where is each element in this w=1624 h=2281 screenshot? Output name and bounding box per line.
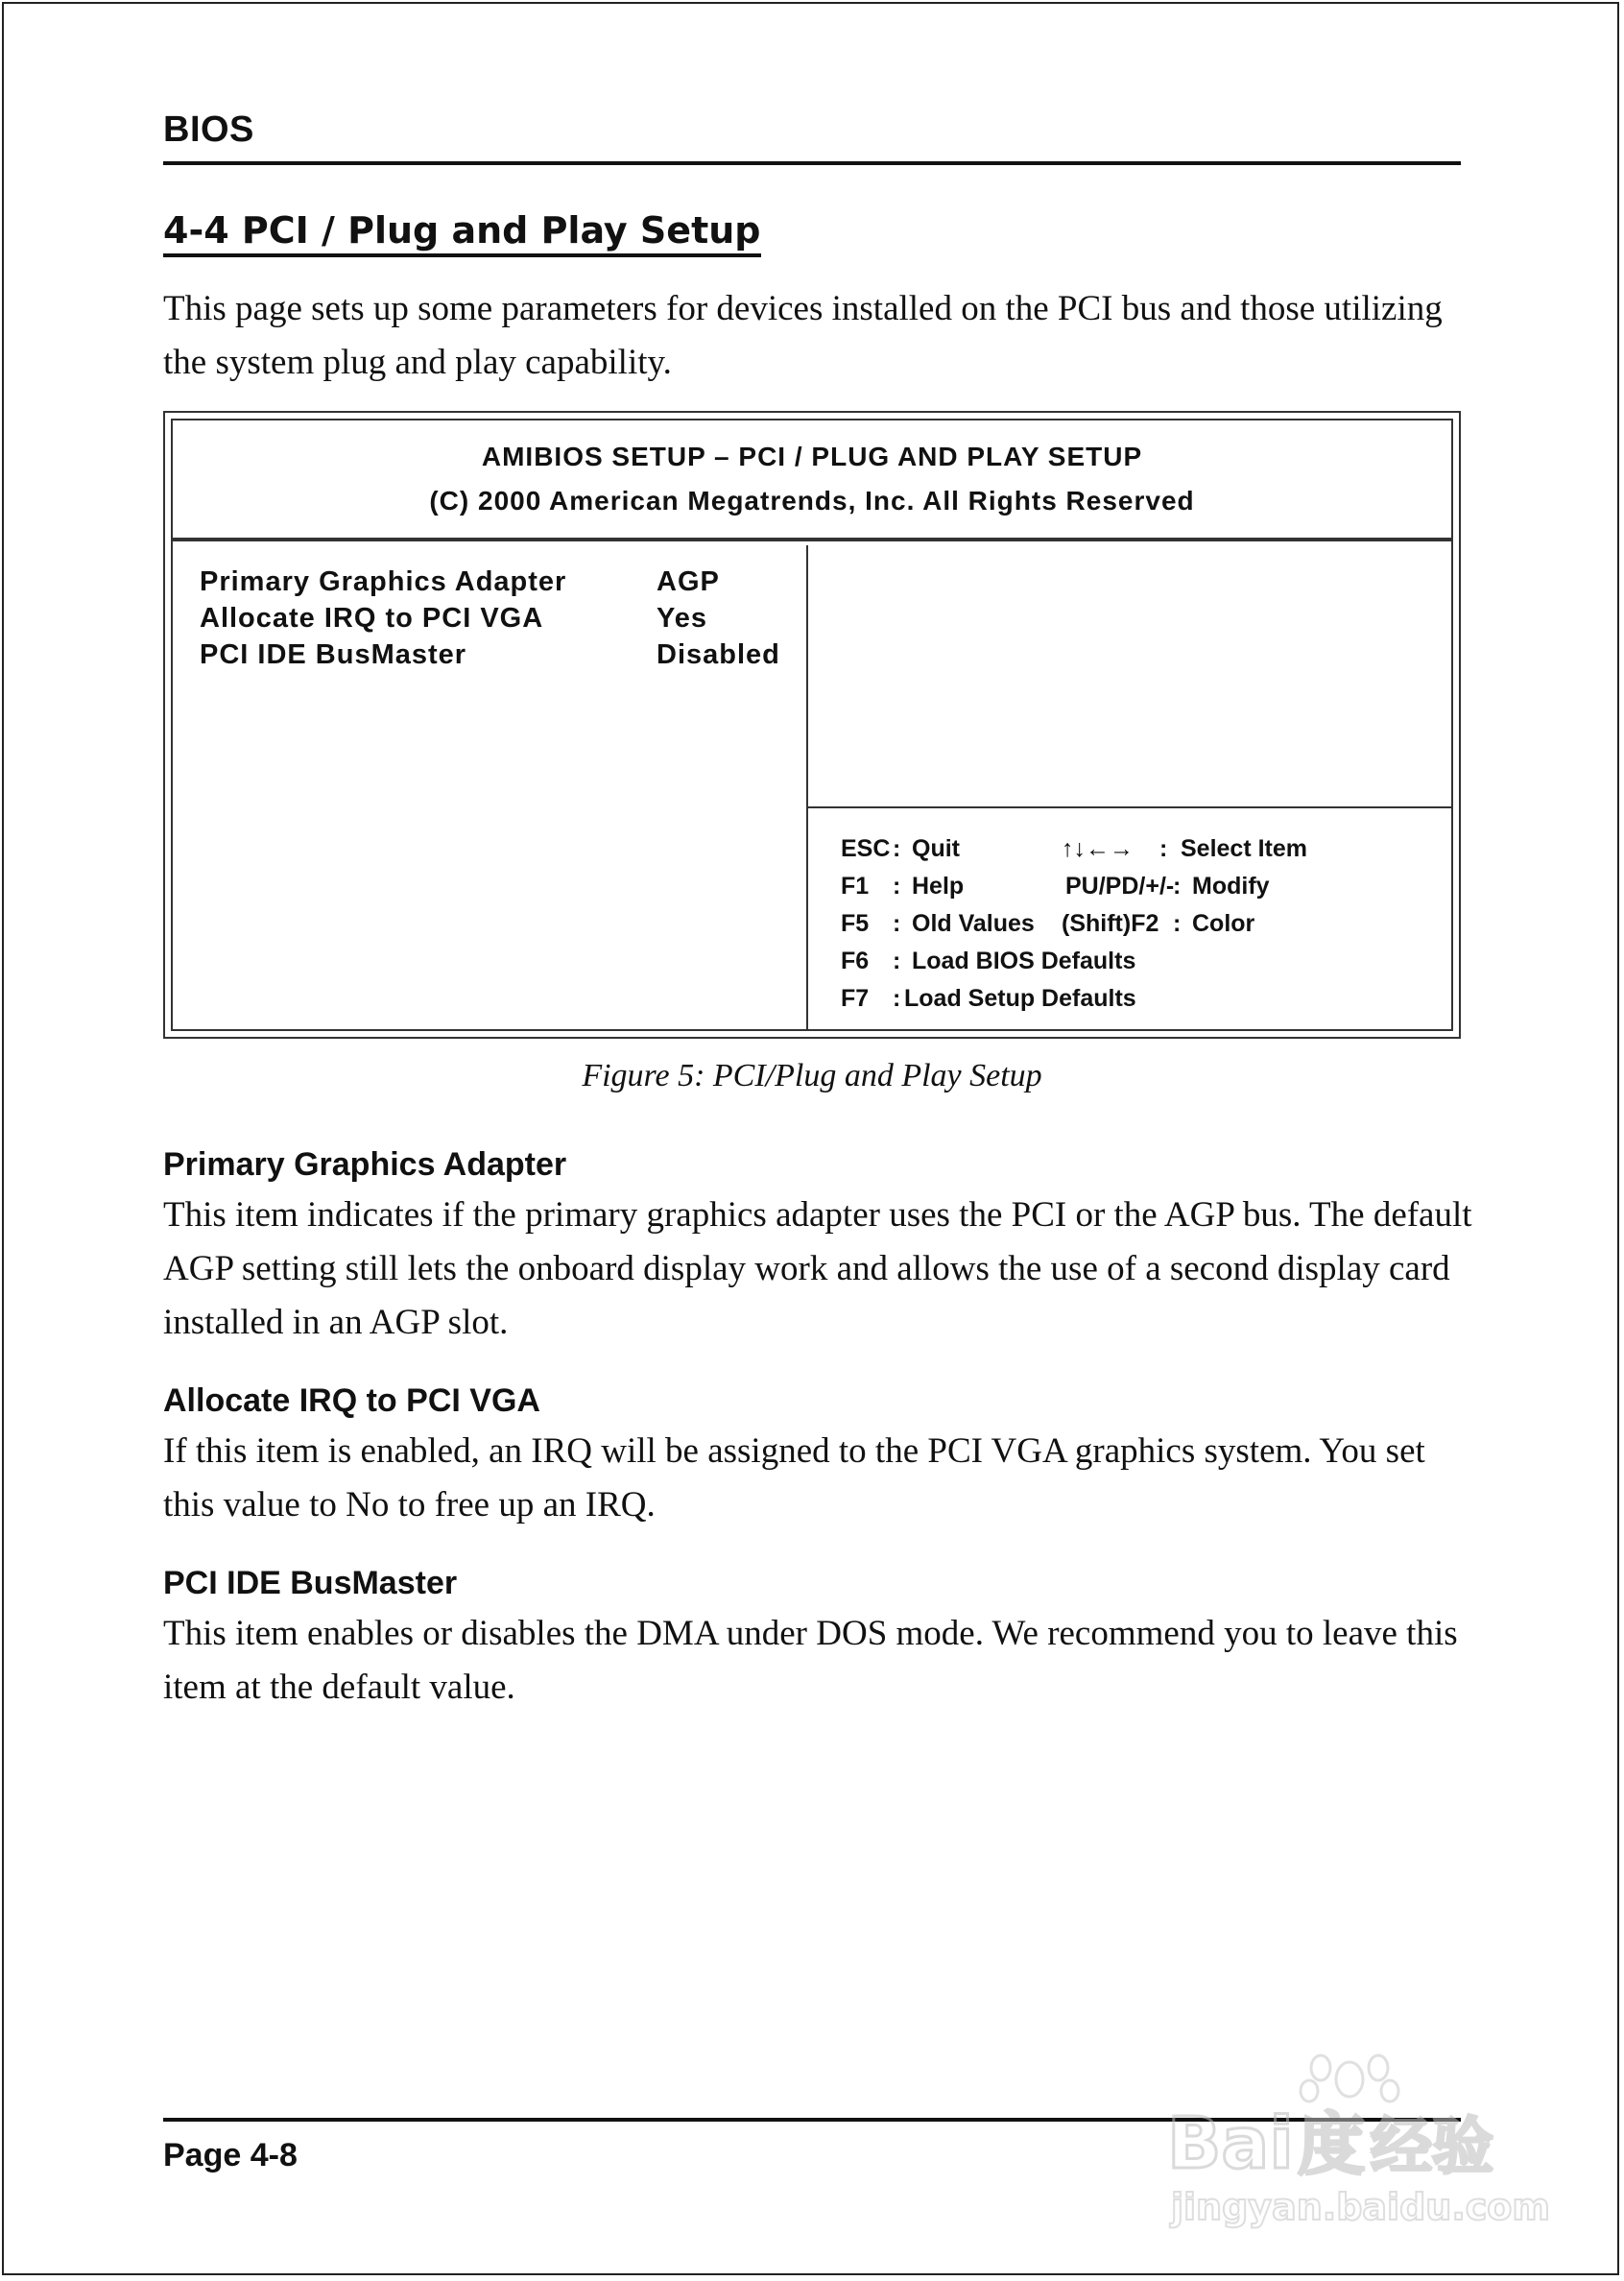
key-name: PU/PD/+/- [1065, 873, 1175, 900]
setting-value[interactable]: Disabled [657, 639, 780, 670]
key-colon: : [1159, 835, 1168, 862]
bios-divider [173, 540, 1451, 541]
item-heading: PCI IDE BusMaster [163, 1565, 458, 1601]
key-name: (Shift)F2 [1062, 910, 1159, 937]
setting-label: PCI IDE BusMaster [200, 639, 467, 670]
key-legend [808, 808, 1451, 1029]
section-title: 4-4 PCI / Plug and Play Setup [163, 209, 761, 257]
key-name: ESC [841, 835, 891, 862]
key-name: F7 [841, 985, 870, 1012]
bios-header [173, 420, 1451, 540]
key-colon: : [893, 910, 901, 937]
intro-paragraph: This page sets up some parameters for devices installed on the PCI bus and those utilizing the system plug and play capability. [163, 289, 1443, 382]
key-colon: : [893, 948, 901, 974]
bios-screen-inner [171, 419, 1453, 1031]
svg-text:Bai: Bai [1167, 2102, 1294, 2185]
svg-text:度: 度 [1298, 2105, 1365, 2184]
item-description: This item indicates if the primary graphics adapter uses the PCI or the AGP bus. The default AGP setting still lets the onboard display work and allows the use of a second display card installed in an AGP slot. [163, 1195, 1472, 1342]
setting-label: Allocate IRQ to PCI VGA [200, 603, 544, 634]
item-heading: Allocate IRQ to PCI VGA [163, 1382, 540, 1419]
item-description: If this item is enabled, an IRQ will be assigned to the PCI VGA graphics system. You set this value to No to free up an IRQ. [163, 1431, 1425, 1525]
key-description: Select Item [1181, 835, 1308, 862]
svg-text:经验: 经验 [1371, 2112, 1493, 2183]
key-description: Help [912, 873, 965, 900]
key-colon: : [893, 985, 901, 1012]
key-description: Color [1192, 910, 1255, 937]
bios-copyright: (C) 2000 American Megatrends, Inc. All Rights Reserved [429, 486, 1195, 516]
key-name: F1 [841, 873, 870, 900]
key-description: Quit [912, 835, 960, 862]
header-rule [163, 161, 1461, 165]
bios-settings-panel [173, 545, 808, 1029]
key-colon: : [1173, 873, 1182, 900]
key-description: Modify [1192, 873, 1270, 900]
key-colon: : [893, 873, 901, 900]
arrow-keys-icon: ↑↓←→ [1062, 835, 1134, 862]
key-colon: : [893, 835, 901, 862]
bios-title: AMIBIOS SETUP – PCI / PLUG AND PLAY SETUP [481, 442, 1143, 471]
chapter-header: BIOS [163, 109, 254, 150]
page-number: Page 4-8 [163, 2137, 298, 2173]
item-heading: Primary Graphics Adapter [163, 1146, 567, 1183]
setting-value[interactable]: Yes [657, 603, 707, 634]
key-name: F5 [841, 910, 870, 937]
bios-help-panel [808, 545, 1451, 1029]
setting-value[interactable]: AGP [657, 566, 720, 597]
key-description: Old Values [912, 910, 1035, 937]
key-description: Load BIOS Defaults [912, 948, 1136, 974]
setting-label: Primary Graphics Adapter [200, 566, 567, 597]
item-help-area [808, 545, 1451, 808]
figure-caption: Figure 5: PCI/Plug and Play Setup [582, 1058, 1042, 1093]
key-name: F6 [841, 948, 870, 974]
key-colon: : [1173, 910, 1182, 937]
item-description: This item enables or disables the DMA under DOS mode. We recommend you to leave this item at the default value. [163, 1614, 1458, 1707]
svg-text:jingyan.baidu.com: jingyan.baidu.com [1171, 2186, 1550, 2228]
bios-screen-figure [163, 411, 1461, 1039]
key-description: Load Setup Defaults [904, 985, 1136, 1012]
baidu-watermark-logo [1148, 2041, 1551, 2233]
